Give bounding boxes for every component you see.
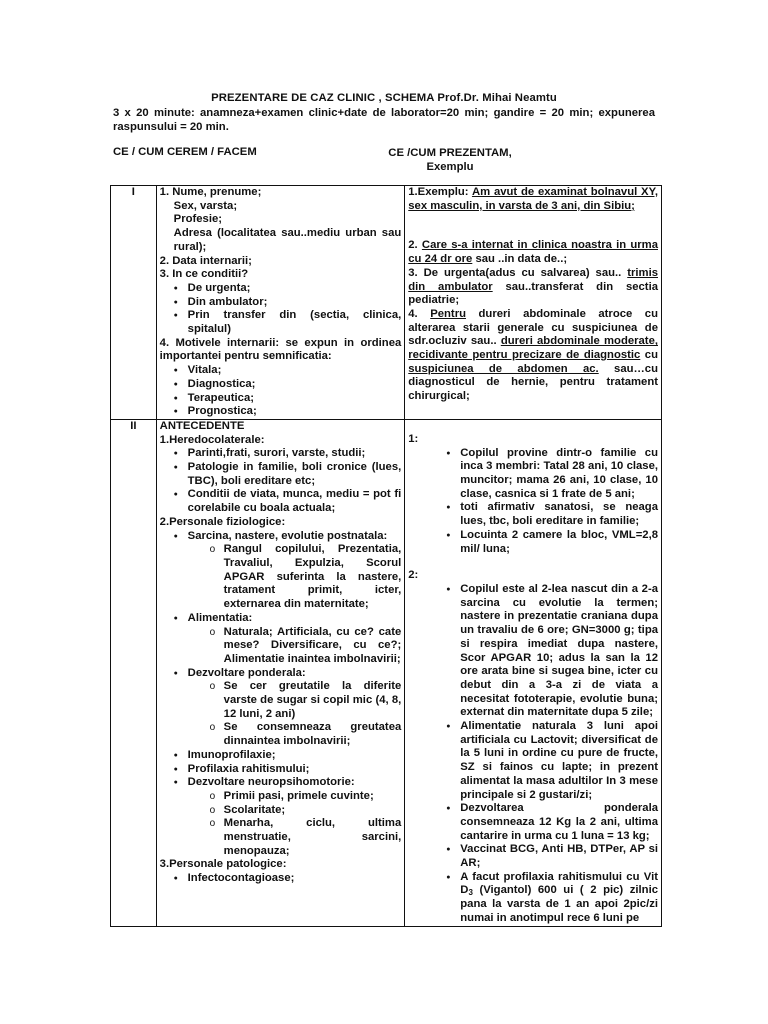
clinical-case-table <box>110 185 662 927</box>
example-paragraph-1 <box>408 186 658 213</box>
text-span: dureri abdominale atroce cu alterarea starii generale cu suspiciunea de sdr.ocluziv sau.. <box>408 307 658 348</box>
text-span: 1.Exemplu: <box>408 186 472 198</box>
column-header-right-line2: Exemplu <box>426 161 474 173</box>
table-row <box>111 419 662 926</box>
text-span: sau ..in data de..; <box>472 253 568 266</box>
sub-list-item: o Naturala; Artificiala, cu ce? cate mese? Diversificare, cu ce?; Alimentatie inaintea imbolnavirii; <box>224 626 402 667</box>
list-item: ● Profilaxia rahitismului; <box>188 763 402 777</box>
list-item <box>460 871 658 926</box>
list-item: ● toti afirmativ sanatosi, se neaga lues, tbc, boli ereditare in familie; <box>460 501 658 528</box>
column-header-right-line1: CE /CUM PREZENTAM, <box>388 147 512 159</box>
bullet-list <box>160 447 402 516</box>
list-item: ● Locuinta 2 camere la bloc, VML=2,8 mil/ luna; <box>460 529 658 556</box>
underlined-text: Care s-a internat in clinica noastra in urma cu 24 dr ore <box>408 239 658 266</box>
underlined-text: Pentru <box>430 307 466 320</box>
underlined-text: dureri abdominale moderate, recidivante pentru precizare de diagnostic <box>408 335 658 362</box>
section-heading: ANTECEDENTE <box>159 419 245 432</box>
list-item: ● Imunoprofilaxie; <box>188 749 402 763</box>
underlined-text: trimis din ambulator <box>408 266 658 293</box>
intro-paragraph: 3 x 20 minute: anamneza+examen clinic+date de laborator=20 min; gandire = 20 min; expunerea raspunsului = 20 min. <box>113 107 655 133</box>
list-item: ● Diagnostica; <box>188 378 402 392</box>
sub-list-item: o Se consemneaza greutatea dinnaintea imbolnavirii; <box>224 721 402 748</box>
list-item: ● Copilul provine dintr-o familie cu inca 3 membri: Tatal 28 ani, 10 clase, muncitor; mama 26 ani, 10 clase, 10 clase, casnica si 1 frate de 5 ani; <box>460 447 658 502</box>
list-item: ● Infectocontagioase; <box>188 872 402 886</box>
row1-left-cell <box>156 186 405 420</box>
subscript: 3 <box>468 888 473 898</box>
text-span: 3. De urgenta(adus cu salvarea) sau.. <box>408 266 628 279</box>
example-paragraph-2 <box>408 239 658 266</box>
bullet-list <box>160 872 402 886</box>
column-header-right <box>380 146 520 174</box>
bullet-list <box>408 583 658 926</box>
list-item: ● Parinti,frati, surori, varste, studii; <box>188 447 402 461</box>
underlined-text: suspiciunea de abdomen ac. <box>408 362 599 375</box>
list-item: ● Prin transfer din (sectia, clinica, spitalul) <box>188 309 402 336</box>
subsection-heading: 3.Personale patologice: <box>159 858 287 871</box>
list-item: ● Dezvoltarea ponderala consemneaza 12 Kg la 2 ani, ultima cantarire in urma cu 1 luna = 13 kg; <box>460 802 658 843</box>
text-line: Profesie; <box>173 213 222 226</box>
sub-list <box>160 680 402 749</box>
bullet-list <box>160 612 402 626</box>
subsection-heading: 2.Personale fiziologice: <box>159 515 286 528</box>
sub-list-item: o Rangul copilului, Prezentatia, Travaliul, Expulzia, Scorul APGAR suferinta la nastere, tratament primit, icter, externarea din maternitate; <box>224 543 402 612</box>
text-span: sau..transferat din sectia pediatrie; <box>408 280 658 307</box>
bullet-list <box>408 447 658 557</box>
text-span: cu <box>640 349 658 362</box>
list-item: ● Dezvoltare neuropsihomotorie: <box>188 776 402 790</box>
bullet-list <box>160 282 402 337</box>
list-item: ● Alimentatia: <box>188 612 402 626</box>
list-item: ● Dezvoltare ponderala: <box>188 667 402 681</box>
text-line: 1. Nume, prenume; <box>159 186 262 198</box>
bullet-list <box>160 749 402 790</box>
list-item: ● Copilul este al 2-lea nascut din a 2-a sarcina cu evolutie la termen; nastere in prezentatie craniana dupa un travaliu de 6 ore; GN=3000 g; tipa si respira imediat dupa nastere, Scor APGAR 10; adus la san la 12 ore arata bine si sugea bine, icter cu debut din a 3-a zi de viata a necesitat fototerapie, evolutie buna; externat din maternitate dupa 5 zile; <box>460 583 658 720</box>
sub-list-item: o Scolaritate; <box>224 804 402 818</box>
bullet-list <box>160 667 402 681</box>
row2-left-cell <box>156 419 405 926</box>
document-title: PREZENTARE DE CAZ CLINIC , SCHEMA Prof.Dr. Mihai Neamtu <box>211 92 557 104</box>
column-header-left: CE / CUM CEREM / FACEM <box>113 146 257 158</box>
text-span: 2. <box>408 239 422 252</box>
list-item: ● Terapeutica; <box>188 392 402 406</box>
text-span: sau…cu diagnosticul de hernie, pentru tratament chirurgical; <box>408 362 658 403</box>
list-item: ● Conditii de viata, munca, mediu = pot fi corelabile cu boala actuala; <box>188 488 402 515</box>
table-row <box>111 186 662 420</box>
text-span: A facut profilaxia rahitismului cu Vit D <box>460 870 658 897</box>
text-line: 4. Motivele internarii: se expun in ordinea importantei pentru semnificatia: <box>159 336 402 363</box>
list-item: ● Alimentatie naturala 3 luni apoi artificiala cu Lactovit; diversificat de la 5 luni in ordine cu pure de fructe, SZ si fainos cu lapte; in prezent alimentat la masa adultilor In 3 mese principale si 2 gustari/zi; <box>460 720 658 802</box>
list-item: ● Vitala; <box>188 364 402 378</box>
sub-list <box>160 790 402 859</box>
text-line: Adresa (localitatea sau..mediu urban sau rural); <box>173 227 402 253</box>
sub-list-item: o Se cer greutatile la diferite varste de sugar si copil mic (4, 8, 12 luni, 2 ani) <box>224 680 402 721</box>
text-line: 3. In ce conditii? <box>159 268 249 281</box>
list-item: ● Din ambulator; <box>188 296 402 310</box>
list-item: ● De urgenta; <box>188 282 402 296</box>
example-paragraph-4 <box>408 308 658 404</box>
sub-list-item: o Primii pasi, primele cuvinte; <box>224 790 402 804</box>
example-label-1: 1: <box>408 432 419 445</box>
text-line: Sex, varsta; <box>173 199 238 212</box>
list-item: ● Prognostica; <box>188 405 402 419</box>
subsection-heading: 1.Heredocolaterale: <box>159 433 265 446</box>
underlined-text: Am avut de examinat bolnavul XY, sex masculin, in varsta de 3 ani, din Sibiu; <box>408 186 658 212</box>
row1-right-cell <box>405 186 662 420</box>
bullet-list <box>160 364 402 419</box>
text-span: 4. <box>408 307 431 320</box>
sub-list <box>160 543 402 612</box>
list-item: ● Vaccinat BCG, Anti HB, DTPer, AP si AR; <box>460 843 658 870</box>
list-item: ● Sarcina, nastere, evolutie postnatala: <box>188 530 402 544</box>
sub-list <box>160 626 402 667</box>
row-number: II <box>111 419 157 926</box>
text-line: 2. Data internarii; <box>159 254 252 267</box>
text-span: (Vigantol) 600 ui ( 2 pic) zilnic pana la varsta de 1 an apoi 2pic/zi numai in anotimpul rece 6 luni pe <box>460 884 658 924</box>
example-paragraph-3 <box>408 267 658 308</box>
row2-right-cell <box>405 419 662 926</box>
sub-list-item: o Menarha, ciclu, ultima menstruatie, sarcini, menopauza; <box>224 817 402 858</box>
bullet-list <box>160 530 402 544</box>
example-label-2: 2: <box>408 569 419 582</box>
row-number: I <box>111 186 157 420</box>
list-item: ● Patologie in familie, boli cronice (lues, TBC), boli ereditare etc; <box>188 461 402 488</box>
